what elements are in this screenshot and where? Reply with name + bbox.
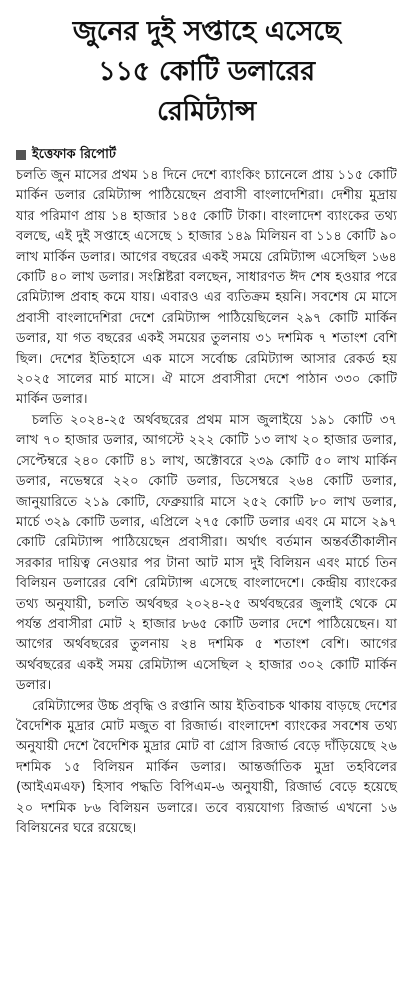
article-body [16, 166, 397, 839]
paragraph-2: চলতি ২০২৪-২৫ অর্থবছরের প্রথম মাস জুলাইয়ে ১৯১ কোটি ৩৭ লাখ ৭০ হাজার ডলার, আগস্টে ২২২ কোটি ১৩ লাখ ২০ হাজার ডলার, সেপ্টেম্বরে ২৪০ কোটি ৪১ লাখ, অক্টোবরে ২৩৯ কোটি ৫০ লাখ মার্কিন ডলার, নভেম্বরে ২২০ কোটি ডলার, ডিসেম্বরে ২৬৪ কোটি ডলার, জানুয়ারিতে ২১৯ কোটি, ফেব্রুয়ারি মাসে ২৫২ কোটি ৮০ লাখ ডলার, মার্চে ৩২৯ কোটি ডলার, এপ্রিলে ২৭৫ কোটি ডলার এবং মে মাসে ২৯৭ কোটি রেমিট্যান্স পাঠিয়েছেন প্রবাসীরা। অর্থাৎ বর্তমান অন্তর্বর্তীকালীন সরকার দায়িত্ব নেওয়ার পর টানা আট মাস দুই বিলিয়ন এবং মার্চে তিন বিলিয়ন ডলারের বেশি রেমিট্যান্স এসেছে বাংলাদেশে। কেন্দ্রীয় ব্যাংকের তথ্য অনুযায়ী, চলতি অর্থবছর ২০২৪-২৫ অর্থবছরের জুলাই থেকে মে পর্যন্ত প্রবাসীরা মোট ২ হাজার ৮৬৫ কোটি ডলার দেশে পাঠিয়েছেন। যা আগের অর্থবছরের তুলনায় ২৪ দশমিক ৫ শতাংশ বেশি। আগের অর্থবছরের একই সময় রেমিট্যান্স এসেছিল ২ হাজার ৩০২ কোটি মার্কিন ডলার। [16, 412, 397, 694]
byline [16, 146, 397, 164]
headline-line-3: রেমিট্যান্স [157, 96, 256, 127]
headline-line-2: ১১৫ কোটি ডলারের [98, 56, 315, 87]
paragraph-1: চলতি জুন মাসের প্রথম ১৪ দিনে দেশে ব্যাংকিং চ্যানেলে প্রায় ১১৫ কোটি মার্কিন ডলার রেমিট্যান্স পাঠিয়েছেন প্রবাসী বাংলাদেশিরা। দেশীয় মুদ্রায় যার পরিমাণ প্রায় ১৪ হাজার ১৪৫ কোটি টাকা। বাংলাদেশ ব্যাংকের তথ্য বলছে, এই দুই সপ্তাহে এসেছে ১ হাজার ১৪৯ মিলিয়ন বা ১১৪ কোটি ৯০ লাখ মার্কিন ডলার। আগের বছরের একই সময়ে রেমিট্যান্স এসেছিল ১৬৪ কোটি ৪০ লাখ ডলার। সংশ্লিষ্টরা বলছেন, সাধারণত ঈদ শেষ হওয়ার পরে রেমিট্যান্স প্রবাহ কমে যায়। এবারও এর ব্যতিক্রম হয়নি। সবশেষ মে মাসে প্রবাসী বাংলাদেশিরা দেশে রেমিট্যান্স পাঠিয়েছিলেন ২৯৭ কোটি মার্কিন ডলার, যা গত বছরের একই সময়ের তুলনায় ৩১ দশমিক ৭ শতাংশ বেশি ছিল। দেশের ইতিহাসে এক মাসে সর্বোচ্চ রেমিট্যান্স আসার রেকর্ড হয় ২০২৫ সালের মার্চ মাসে। ঐ মাসে প্রবাসীরা দেশে পাঠান ৩৩০ কোটি মার্কিন ডলার। [16, 168, 397, 408]
byline-text: ইত্তেফাক রিপোর্ট [32, 147, 116, 162]
headline [16, 12, 397, 132]
byline-square-icon [16, 150, 26, 160]
paragraph-3: রেমিট্যান্সের উচ্চ প্রবৃদ্ধি ও রপ্তানি আয় ইতিবাচক থাকায় বাড়ছে দেশের বৈদেশিক মুদ্রার মোট মজুত বা রিজার্ভ। বাংলাদেশ ব্যাংকের সবশেষ তথ্য অনুযায়ী দেশে বৈদেশিক মুদ্রার মোট বা গ্রোস রিজার্ভ বেড়ে দাঁড়িয়েছে ২৬ দশমিক ১৫ বিলিয়ন মার্কিন ডলার। আন্তর্জাতিক মুদ্রা তহবিলের (আইএমএফ) হিসাব পদ্ধতি বিপিএম-৬ অনুযায়ী, রিজার্ভ বেড়ে হয়েছে ২০ দশমিক ৮৬ বিলিয়ন ডলারে। তবে ব্যয়যোগ্য রিজার্ভ এখনো ১৬ বিলিয়নের ঘরে রয়েছে। [16, 698, 397, 836]
headline-line-1: জুনের দুই সপ্তাহে এসেছে [72, 16, 341, 47]
